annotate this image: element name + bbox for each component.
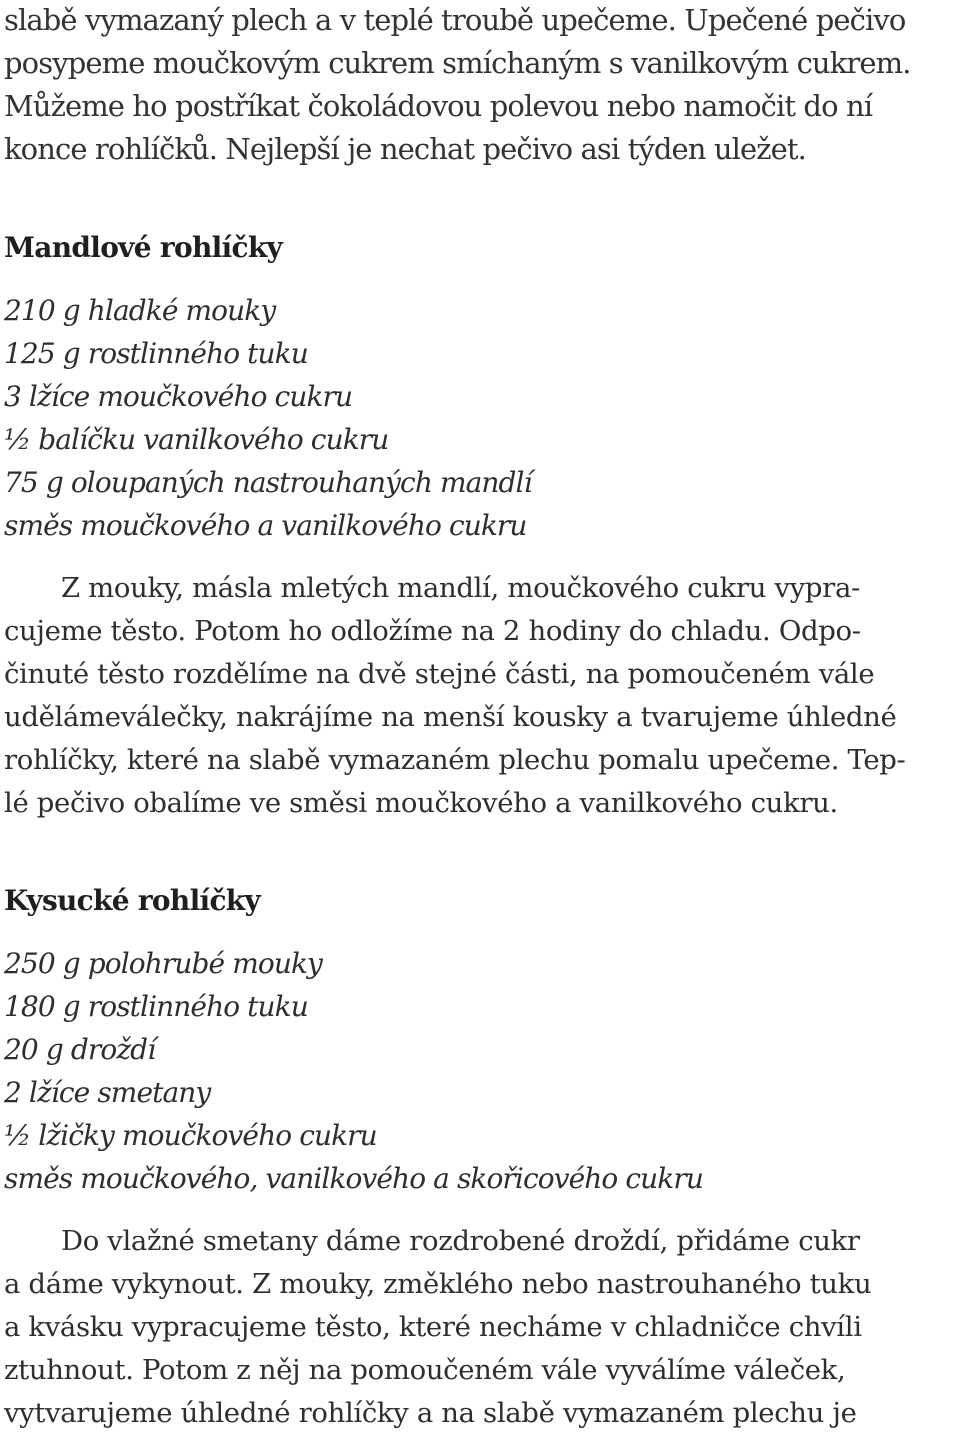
ingredients-list [4,289,905,547]
text-line: ztuhnout. Potom z něj na pomoučeném vále vyválíme váleček, [4,1354,846,1386]
text-line: Můžeme ho postříkat čokoládovou polevou nebo namočit do ní [4,89,873,123]
ingredient-item: 75 g oloupaných nastrouhaných mandlí [4,466,532,499]
ingredient-item: 180 g rostlinného tuku [4,990,308,1023]
text-line: Do vlažné smetany dáme rozdrobené droždí, přidáme cukr [61,1225,860,1257]
ingredient-item: 20 g droždí [4,1033,156,1066]
method-paragraph [4,1220,871,1435]
ingredient-item: 2 lžíce smetany [4,1076,211,1109]
ingredient-item: směs moučkového a vanilkového cukru [4,509,527,542]
text-line: rohlíčky, které na slabě vymazaném plechu pomalu upečeme. Tep- [4,744,906,776]
text-line: lé pečivo obalíme ve směsi moučkového a vanilkového cukru. [4,787,838,819]
ingredient-item: 3 lžíce moučkového cukru [4,380,353,413]
text-line: a kvásku vypracujeme těsto, které necháme v chladničce chvíli [4,1311,862,1343]
text-line: a dáme vykynout. Z mouky, změklého nebo nastrouhaného tuku [4,1268,872,1300]
text-line: posypeme moučkovým cukrem smíchaným s vanilkovým cukrem. [4,46,911,80]
ingredient-item: 125 g rostlinného tuku [4,337,308,370]
ingredient-item: ½ lžičky moučkového cukru [4,1119,377,1152]
ingredient-item: 210 g hladké mouky [4,294,276,327]
recipe-title: Kysucké rohlíčky [4,884,261,917]
method-paragraph [4,567,905,825]
ingredient-item: směs moučkového, vanilkového a skořicového cukru [4,1162,703,1195]
recipe-title: Mandlové rohlíčky [4,231,283,264]
recipe-mandlove-rohlicky [4,226,905,825]
intro-paragraph [4,0,911,171]
text-line: Z mouky, másla mletých mandlí, moučkového cukru vypra- [61,572,860,604]
ingredients-list [4,942,871,1200]
ingredient-item: 250 g polohrubé mouky [4,947,322,980]
text-line: vytvarujeme úhledné rohlíčky a na slabě vymazaném plechu je [4,1397,857,1429]
text-line: udělámeválečky, nakrájíme na menší kousky a tvarujeme úhledné [4,701,897,733]
text-line: činuté těsto rozdělíme na dvě stejné části, na pomoučeném vále [4,658,875,690]
text-line: cujeme těsto. Potom ho odložíme na 2 hodiny do chladu. Odpo- [4,615,861,647]
ingredient-item: ½ balíčku vanilkového cukru [4,423,389,456]
recipe-kysucke-rohlicky [4,879,871,1435]
text-line: konce rohlíčků. Nejlepší je nechat pečivo asi týden uležet. [4,132,806,166]
text-line: slabě vymazaný plech a v teplé troubě upečeme. Upečené pečivo [4,3,906,37]
